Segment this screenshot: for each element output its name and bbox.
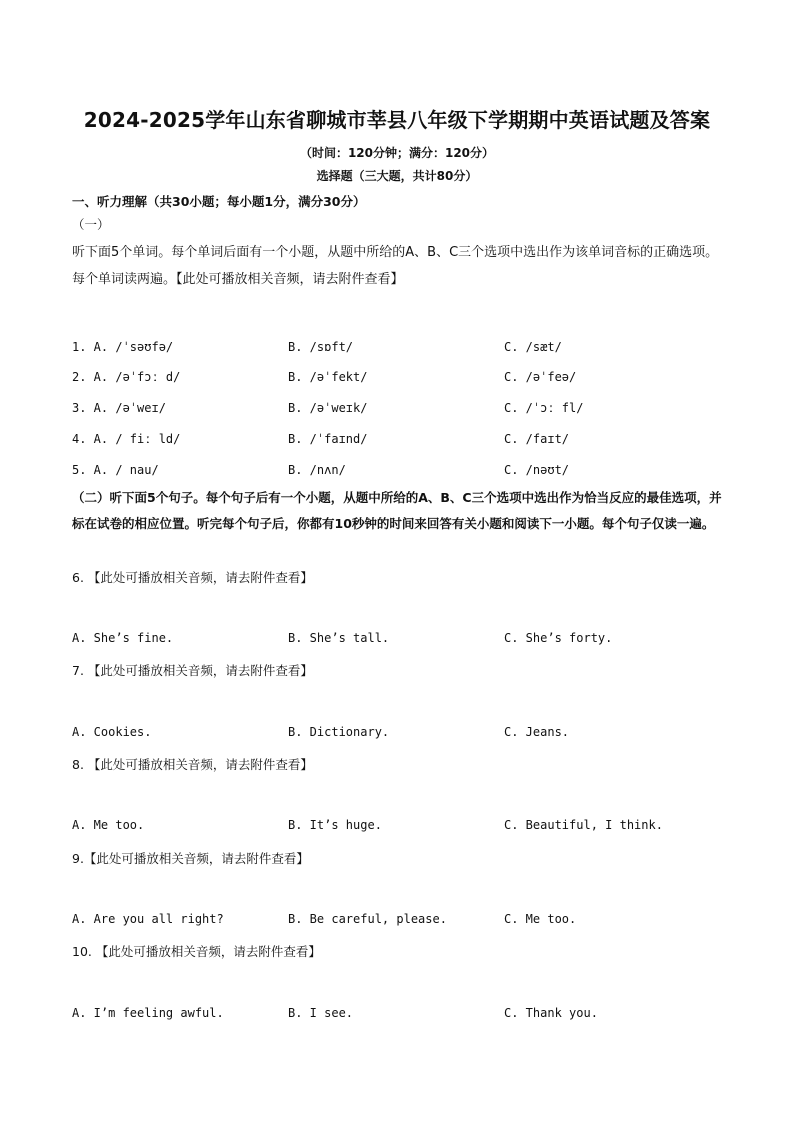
question-prompt: 9.【此处可播放相关音频，请去附件查看】 xyxy=(72,851,309,866)
option-b[interactable]: B. /əˈweɪk/ xyxy=(288,401,368,415)
option-b[interactable]: B. /əˈfekt/ xyxy=(288,370,368,384)
option-c[interactable]: C. /faɪt/ xyxy=(504,432,570,446)
option-a[interactable]: A. Me too. xyxy=(72,818,145,832)
question-prompt: 7. 【此处可播放相关音频，请去附件查看】 xyxy=(72,663,313,678)
option-b[interactable]: B. Be careful, please. xyxy=(288,912,447,926)
question-row xyxy=(72,725,722,745)
option-c[interactable]: C. /nəʊt/ xyxy=(504,463,570,477)
question-prompt: 6. 【此处可播放相关音频，请去附件查看】 xyxy=(72,570,313,585)
option-c[interactable]: C. Me too. xyxy=(504,912,577,926)
subsection-1-instructions: 听下面5个单词。每个单词后面有一个小题，从题中所给的A、B、C三个选项中选出作为该单词音标的正确选项。每个单词读两遍。【此处可播放相关音频，请去附件查看】 xyxy=(72,245,719,287)
question-row xyxy=(72,370,722,390)
option-a[interactable]: 5. A. / nau/ xyxy=(72,463,159,477)
option-c[interactable]: C. She’s forty. xyxy=(504,631,613,645)
question-row xyxy=(72,463,722,483)
option-a[interactable]: 3. A. /əˈweɪ/ xyxy=(72,401,166,415)
part1-heading: 一、听力理解（共30小题；每小题1分，满分30分） xyxy=(72,194,366,209)
option-c[interactable]: C. /sæt/ xyxy=(504,340,562,354)
question-row xyxy=(72,912,722,932)
question-row xyxy=(72,1006,722,1026)
option-c[interactable]: C. /əˈfeə/ xyxy=(504,370,577,384)
question-row xyxy=(72,401,722,421)
question-prompt: 10. 【此处可播放相关音频，请去附件查看】 xyxy=(72,944,321,959)
option-a[interactable]: 2. A. /əˈfɔː d/ xyxy=(72,370,181,384)
exam-time-info: （时间：120分钟；满分：120分） xyxy=(299,146,495,160)
option-a[interactable]: A. I’m feeling awful. xyxy=(72,1006,224,1020)
option-b[interactable]: B. /nʌn/ xyxy=(288,463,346,477)
option-a[interactable]: A. Cookies. xyxy=(72,725,152,739)
option-b[interactable]: B. /sɒft/ xyxy=(288,340,354,354)
option-b[interactable]: B. She’s tall. xyxy=(288,631,390,645)
option-b[interactable]: B. It’s huge. xyxy=(288,818,382,832)
option-a[interactable]: 1. A. /ˈsəʊfə/ xyxy=(72,340,174,354)
option-c[interactable]: C. Beautiful, I think. xyxy=(504,818,663,832)
question-row xyxy=(72,432,722,452)
option-c[interactable]: C. Thank you. xyxy=(504,1006,598,1020)
option-a[interactable]: 4. A. / fiː ld/ xyxy=(72,432,181,446)
subsection-2-instructions: （二）听下面5个句子。每个句子后有一个小题，从题中所给的A、B、C三个选项中选出作为恰当反应的最佳选项，并标在试卷的相应位置。听完每个句子后，你都有10秒钟的时间来回答有关小题和阅读下一小题。每个句子仅读一遍。 xyxy=(72,490,722,531)
question-row xyxy=(72,340,722,360)
question-prompt: 8. 【此处可播放相关音频，请去附件查看】 xyxy=(72,757,313,772)
question-row xyxy=(72,631,722,651)
option-b[interactable]: B. /ˈfaɪnd/ xyxy=(288,432,368,446)
option-b[interactable]: B. I see. xyxy=(288,1006,354,1020)
option-c[interactable]: C. /ˈɔː fl/ xyxy=(504,401,584,415)
subsection-1-label: （一） xyxy=(72,217,110,232)
option-b[interactable]: B. Dictionary. xyxy=(288,725,390,739)
question-row xyxy=(72,818,722,838)
page-title: 2024-2025学年山东省聊城市莘县八年级下学期期中英语试题及答案 xyxy=(83,108,711,132)
option-c[interactable]: C. Jeans. xyxy=(504,725,570,739)
option-a[interactable]: A. She’s fine. xyxy=(72,631,174,645)
option-a[interactable]: A. Are you all right? xyxy=(72,912,224,926)
section-title: 选择题（三大题，共计80分） xyxy=(316,169,478,183)
